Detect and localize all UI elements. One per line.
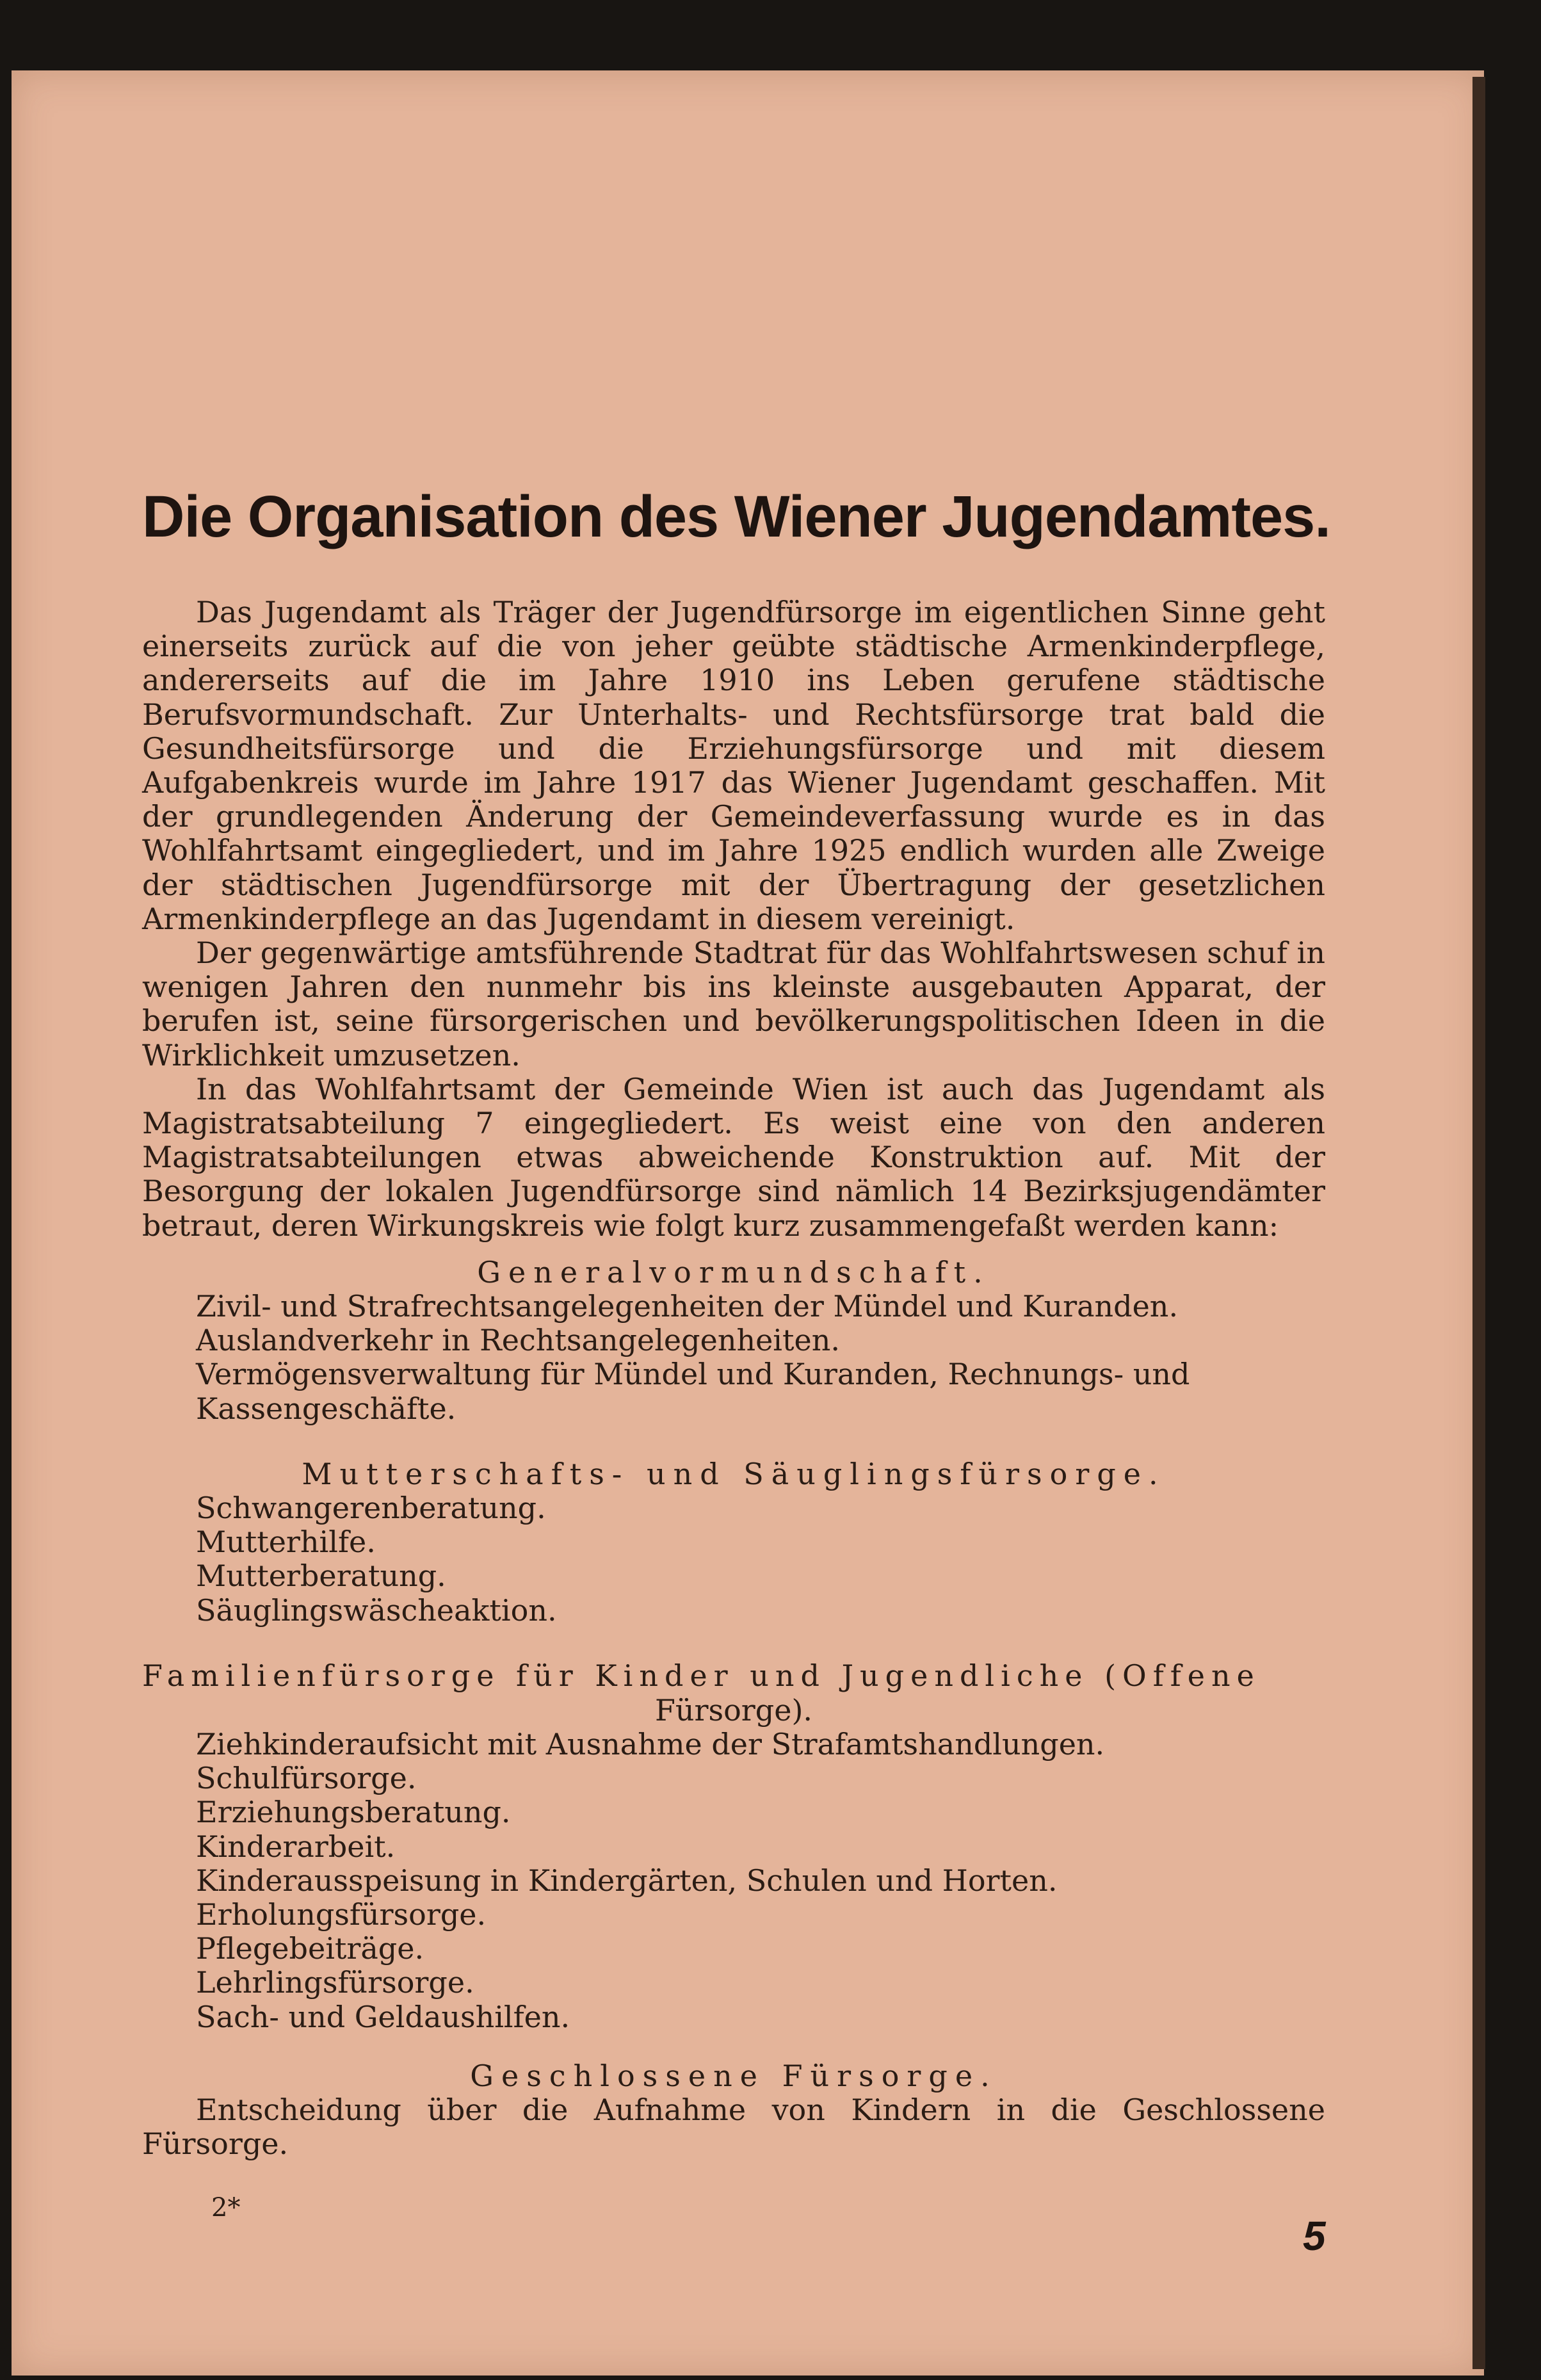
intro-text: [142, 595, 1325, 1243]
section-heading: Generalvormundschaft.: [477, 1255, 990, 1290]
list-item: Kinderarbeit.: [196, 1829, 396, 1864]
page-edge: [1472, 77, 1485, 2369]
list-item: Schulfürsorge.: [196, 1761, 417, 1796]
section-heading: Familienfürsorge für Kinder und Jugendliche (Offene: [142, 1658, 1261, 1693]
section-heading: Geschlossene Fürsorge.: [470, 2059, 997, 2093]
list-item: Erziehungsberatung.: [196, 1795, 511, 1830]
page-number: 5: [1303, 2213, 1326, 2259]
signature-mark: 2*: [211, 2193, 241, 2222]
list-item: Zivil- und Strafrechtsangelegenheiten der Mündel und Kuranden.: [196, 1289, 1179, 1324]
list-item: Erholungsfürsorge.: [196, 1897, 487, 1932]
list-item: Lehrlingsfürsorge.: [196, 1965, 474, 2000]
section-geschlossene: [142, 2059, 1325, 2161]
list-item: Sach- und Geldaushilfen.: [196, 1999, 570, 2034]
list-item: Mutterberatung.: [196, 1558, 446, 1594]
page-title: Die Organisation des Wiener Jugendamtes.: [142, 484, 1330, 549]
list-item: Mutterhilfe.: [196, 1525, 376, 1560]
list-item: Pflegebeiträge.: [196, 1931, 424, 1966]
list-item: Vermögensverwaltung für Mündel und Kuranden, Rechnungs- und Kassengeschäfte.: [196, 1357, 1190, 1426]
list-item: Schwangerenberatung.: [196, 1491, 546, 1525]
section-mutterschaft: [142, 1457, 1325, 1628]
list-item: Säuglingswäscheaktion.: [196, 1592, 557, 1628]
paragraph-2: Der gegenwärtige amtsführende Stadtrat für das Wohlfahrtswesen schuf in wenigen Jahren den nunmehr bis ins kleinste ausgebauten Apparat, der berufen ist, seine fürsorgerischen und bevölkerungspolitischen Ideen in die Wirklichkeit umzusetzen.: [142, 935, 1325, 1073]
section-heading: Mutterschafts- und Säuglingsfürsorge.: [302, 1457, 1166, 1491]
list-item: Ziehkinderaufsicht mit Ausnahme der Strafamtshandlungen.: [196, 1727, 1105, 1761]
paragraph-3: In das Wohlfahrtsamt der Gemeinde Wien ist auch das Jugendamt als Magistratsabteilung 7 eingegliedert. Es weist eine von den anderen Magistratsabteilungen etwas abweichende Konstruktion auf. Mit der Besorgung der lokalen Jugendfürsorge sind nämlich 14 Bezirksjugendämter betraut, deren Wirkungskreis wie folgt kurz zusammengefaßt werden kann:: [142, 1071, 1325, 1243]
list-item: Entscheidung über die Aufnahme von Kindern in die Geschlossene Fürsorge.: [142, 2093, 1325, 2162]
list-item: Auslandverkehr in Rechtsangelegenheiten.: [196, 1323, 840, 1358]
section-familienfuersorge: [142, 1658, 1325, 2034]
list-item: Kinderausspeisung in Kindergärten, Schulen und Horten.: [196, 1863, 1058, 1898]
paragraph-1: Das Jugendamt als Träger der Jugendfürsorge im eigentlichen Sinne geht einerseits zurück auf die von jeher geübte städtische Armenkinderpflege, andererseits auf die im Jahre 1910 ins Leben gerufene städtische Berufsvormundschaft. Zur Unterhalts- und Rechtsfürsorge trat bald die Gesundheitsfürsorge und die Erziehungsfürsorge und mit diesem Aufgabenkreis wurde im Jahre 1917 das Wiener Jugendamt geschaffen. Mit der grundlegenden Änderung der Gemeindeverfassung wurde es in das Wohlfahrtsamt eingegliedert, und im Jahre 1925 endlich wurden alle Zweige der städtischen Jugendfürsorge mit der Übertragung der gesetzlichen Armenkinderpflege an das Jugendamt in diesem vereinigt.: [142, 595, 1325, 936]
section-generalvormundschaft: [142, 1255, 1325, 1426]
section-heading-cont: Fürsorge).: [654, 1693, 813, 1728]
